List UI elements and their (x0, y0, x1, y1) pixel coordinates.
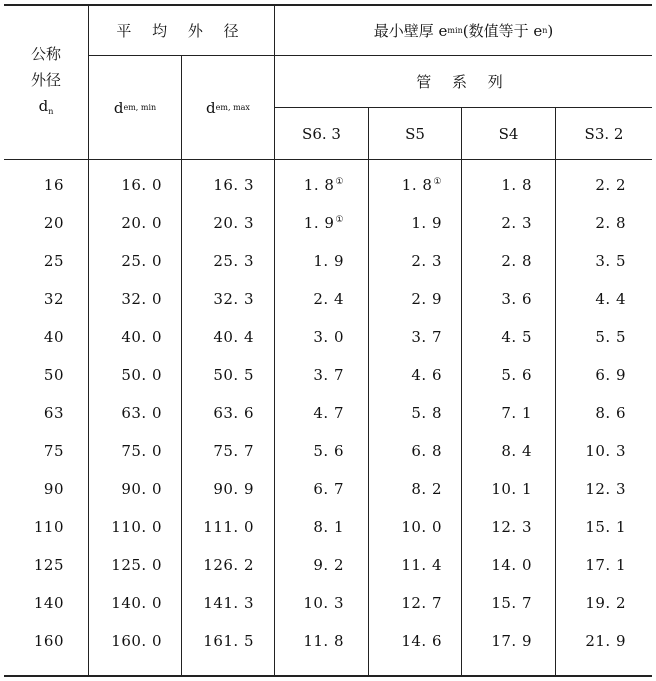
cell-dem-max: 50. 5 (213, 366, 254, 384)
header-min-wall-thickness: 最小壁厚 e min (数值等于 e n ) (373, 21, 554, 40)
cell-nominal-diameter: 160 (33, 632, 64, 650)
header-nominal-diameter (4, 6, 88, 159)
cell-s3-2: 8. 6 (595, 404, 626, 422)
header-mean-outside-diameter: 平 均 外 径 (116, 22, 247, 40)
header-nominal-symbol: $d_n$ (38, 96, 54, 116)
cell-dem-max: 141. 3 (203, 594, 254, 612)
footnote-marker: ① (335, 177, 344, 187)
col-rule-4 (368, 107, 369, 677)
cell-s3-2: 6. 9 (595, 366, 626, 384)
header-dem-max: d em, max (206, 98, 250, 117)
cell-dem-max: 126. 2 (203, 556, 254, 574)
cell-s4: 2. 3 (501, 214, 532, 232)
cell-s4: 1. 8 (501, 176, 532, 194)
cell-s5: 10. 0 (401, 518, 442, 536)
cell-s4: 12. 3 (491, 518, 532, 536)
cell-s6-3: 2. 4 (313, 290, 344, 308)
cell-s6-3: 1. 9 (313, 252, 344, 270)
cell-s6-3: 1. 8① (303, 176, 344, 194)
cell-s4: 4. 5 (501, 328, 532, 346)
header-series-s5: S5 (405, 124, 425, 143)
col-rule-6 (555, 107, 556, 677)
cell-s6-3: 11. 8 (303, 632, 344, 650)
pipe-dimension-table (4, 4, 652, 677)
cell-dem-min: 16. 0 (121, 176, 162, 194)
cell-dem-max: 63. 6 (213, 404, 254, 422)
cell-nominal-diameter: 50 (43, 366, 64, 384)
cell-dem-min: 25. 0 (121, 252, 162, 270)
cell-dem-min: 75. 0 (121, 442, 162, 460)
cell-s3-2: 17. 1 (585, 556, 626, 574)
cell-s3-2: 2. 2 (595, 176, 626, 194)
cell-dem-min: 20. 0 (121, 214, 162, 232)
cell-s3-2: 12. 3 (585, 480, 626, 498)
cell-nominal-diameter: 16 (43, 176, 64, 194)
cell-dem-max: 25. 3 (213, 252, 254, 270)
cell-s6-3: 3. 7 (313, 366, 344, 384)
header-nominal-line1: 公称 (30, 44, 61, 63)
cell-dem-max: 111. 0 (203, 518, 254, 536)
cell-nominal-diameter: 40 (43, 328, 64, 346)
cell-s6-3: 9. 2 (313, 556, 344, 574)
cell-nominal-diameter: 140 (33, 594, 64, 612)
cell-s5: 5. 8 (411, 404, 442, 422)
cell-s6-3: 8. 1 (313, 518, 344, 536)
cell-s3-2: 3. 5 (595, 252, 626, 270)
cell-s4: 7. 1 (501, 404, 532, 422)
cell-dem-max: 75. 7 (213, 442, 254, 460)
header-pipe-series: 管 系 列 (416, 73, 511, 91)
cell-dem-min: 32. 0 (121, 290, 162, 308)
cell-s5: 3. 7 (411, 328, 442, 346)
cell-s4: 8. 4 (501, 442, 532, 460)
cell-nominal-diameter: 90 (43, 480, 64, 498)
cell-s4: 17. 9 (491, 632, 532, 650)
cell-s3-2: 4. 4 (595, 290, 626, 308)
col-rule-5 (461, 107, 462, 677)
cell-s5: 6. 8 (411, 442, 442, 460)
cell-dem-max: 161. 5 (203, 632, 254, 650)
cell-dem-max: 32. 3 (213, 290, 254, 308)
cell-dem-max: 20. 3 (213, 214, 254, 232)
cell-nominal-diameter: 32 (43, 290, 64, 308)
cell-s6-3: 4. 7 (313, 404, 344, 422)
header-dem-min: d em, min (113, 98, 157, 117)
cell-s3-2: 5. 5 (595, 328, 626, 346)
cell-s3-2: 10. 3 (585, 442, 626, 460)
cell-nominal-diameter: 75 (43, 442, 64, 460)
cell-nominal-diameter: 125 (33, 556, 64, 574)
cell-s3-2: 15. 1 (585, 518, 626, 536)
footnote-marker: ① (433, 177, 442, 187)
cell-s6-3: 10. 3 (303, 594, 344, 612)
cell-s5: 11. 4 (401, 556, 442, 574)
cell-dem-min: 90. 0 (121, 480, 162, 498)
cell-s4: 14. 0 (491, 556, 532, 574)
cell-nominal-diameter: 63 (43, 404, 64, 422)
cell-s4: 2. 8 (501, 252, 532, 270)
cell-s6-3: 1. 9① (303, 214, 344, 232)
cell-dem-min: 160. 0 (111, 632, 162, 650)
cell-s4: 10. 1 (491, 480, 532, 498)
cell-dem-min: 63. 0 (121, 404, 162, 422)
cell-dem-min: 140. 0 (111, 594, 162, 612)
cell-s3-2: 2. 8 (595, 214, 626, 232)
cell-s4: 5. 6 (501, 366, 532, 384)
cell-nominal-diameter: 20 (43, 214, 64, 232)
cell-s4: 3. 6 (501, 290, 532, 308)
cell-s6-3: 6. 7 (313, 480, 344, 498)
cell-s5: 4. 6 (411, 366, 442, 384)
header-nominal-line2: 外径 (30, 70, 61, 89)
cell-s6-3: 5. 6 (313, 442, 344, 460)
footnote-marker: ① (335, 215, 344, 225)
cell-s5: 1. 8① (401, 176, 442, 194)
cell-s3-2: 21. 9 (585, 632, 626, 650)
cell-dem-min: 110. 0 (111, 518, 162, 536)
cell-nominal-diameter: 25 (43, 252, 64, 270)
cell-dem-max: 40. 4 (213, 328, 254, 346)
cell-dem-max: 90. 9 (213, 480, 254, 498)
cell-nominal-diameter: 110 (33, 518, 64, 536)
header-series-s6-3: S6. 3 (302, 124, 341, 143)
cell-s5: 2. 3 (411, 252, 442, 270)
cell-s5: 8. 2 (411, 480, 442, 498)
cell-s6-3: 3. 0 (313, 328, 344, 346)
cell-s4: 15. 7 (491, 594, 532, 612)
header-series-s3-2: S3. 2 (584, 124, 624, 143)
cell-s5: 14. 6 (401, 632, 442, 650)
header-series-s4: S4 (498, 124, 519, 143)
cell-s5: 12. 7 (401, 594, 442, 612)
cell-dem-max: 16. 3 (213, 176, 254, 194)
cell-dem-min: 125. 0 (111, 556, 162, 574)
cell-dem-min: 50. 0 (121, 366, 162, 384)
cell-s5: 2. 9 (411, 290, 442, 308)
cell-s3-2: 19. 2 (585, 594, 626, 612)
cell-dem-min: 40. 0 (121, 328, 162, 346)
cell-s5: 1. 9 (411, 214, 442, 232)
